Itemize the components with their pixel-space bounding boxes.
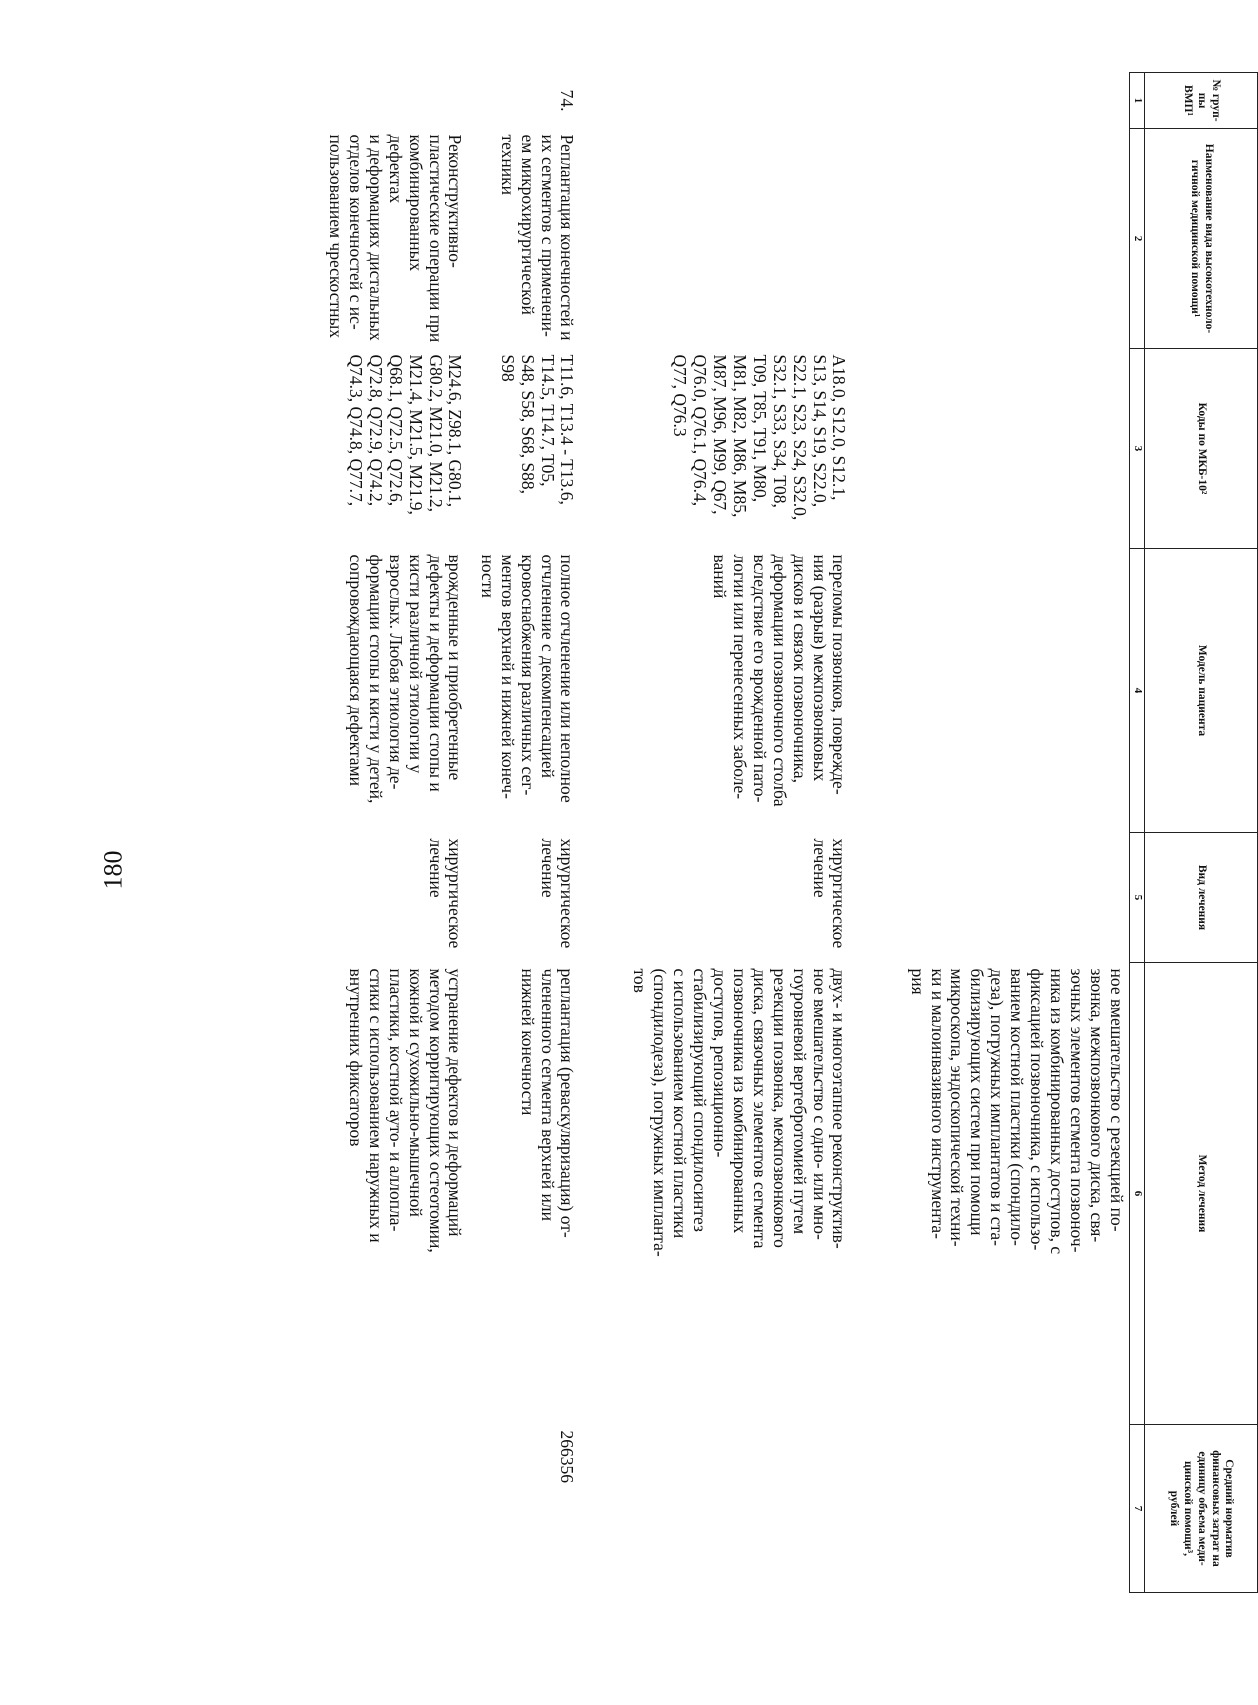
header-vmp-name: Наименование вида высокотехноло- гичной медицинской помощи¹ xyxy=(1145,129,1258,349)
column-number: 2 xyxy=(1130,129,1145,349)
table-header-row xyxy=(1145,73,1258,1593)
column-number: 7 xyxy=(1130,1425,1145,1593)
cell-vmp-name: Реконструктивно- пластические операции при комбинированных дефектах и деформациях дистальных отделов конечностей с ис- пользованием чрескостных xyxy=(325,134,466,343)
cell-patient-model: полное отчленение или неполное отчленение с декомпенсацией кровоснабжения различных сег- ментов верхней и нижней конеч- ности xyxy=(477,554,578,803)
cell-treatment-method: ное вмешательство с резекцией по- звонка, межпозвонкового диска, свя- зочных элементов сегмента позвоноч- ника из комбинированных доступов, с фиксацией позвоночника, с использо- ванием костной пластики (спондило- деза), погружных имплантатов и ста- билизирующих систем при помощи микроскопа, эндоскопической техни- ки и малоинвазивного инструмента- рия xyxy=(907,968,1127,1255)
cell-icd-codes: A18.0, S12.0, S12.1, S13, S14, S19, S22.0, S22.1, S23, S24, S32.0, S32.1, S33, S34, T08, T09, T85, T91, M80, M81, M82, M86, M85, M87, M96, M99, Q67, Q76.0, Q76.1, Q76.4, Q77, Q76.3 xyxy=(670,354,850,521)
table-row xyxy=(468,73,580,1593)
cell-treatment-method: двух- и многоэтапное реконструктив- ное вмешательство с одно- или мно- гоуровневой вертебротомией путем резекции позвонка, межпозвонкового диска, связочных элементов сегмента позвоночника из комбинированных доступов, репозиционно- стабилизирующий спондилосинтез с использованием костной пластики (спондилодеза), погружных импланта- тов xyxy=(630,968,850,1257)
table-row xyxy=(322,73,468,1593)
column-number: 5 xyxy=(1130,833,1145,963)
header-treatment-kind: Вид лечения xyxy=(1145,833,1258,963)
cell-cost-norm: 266356 xyxy=(557,1430,578,1483)
header-group-number: № груп- пы ВМП¹ xyxy=(1145,73,1258,129)
table-row xyxy=(852,73,1130,1593)
cell-treatment-kind xyxy=(852,833,1130,963)
column-number: 4 xyxy=(1130,549,1145,833)
cell-treatment-kind: хирургическое лечение xyxy=(537,838,578,949)
cell-group-number xyxy=(580,73,852,129)
cell-icd-codes xyxy=(852,349,1130,549)
cell-treatment-kind: хирургическое лечение xyxy=(809,838,850,949)
vmp-table xyxy=(322,72,1258,1593)
header-icd-codes: Коды по МКБ-10² xyxy=(1145,349,1258,549)
cell-vmp-name xyxy=(852,129,1130,349)
cell-group-number xyxy=(852,73,1130,129)
page-number xyxy=(95,840,131,900)
cell-treatment-method: устранение дефектов и деформаций методом корригирующих остеотомии, кожной и сухожильно-мышечной пластики, костной ауто- и аллопла- стики с использованием наружных и внутренних фиксаторов xyxy=(345,968,466,1253)
cell-group-number: 74. xyxy=(557,89,578,112)
column-number: 6 xyxy=(1130,963,1145,1425)
column-number: 3 xyxy=(1130,349,1145,549)
rotated-table-container xyxy=(148,72,1258,1592)
header-patient-model: Модель пациента xyxy=(1145,549,1258,833)
cell-patient-model xyxy=(852,549,1130,833)
page-number-text: 180 xyxy=(98,850,127,890)
cell-patient-model: переломы позвонков, поврежде- ния (разрыв) межпозвонковых дисков и связок позвоночника, деформации позвоночного столба вследствие его врожденной пато- логии или перенесенных заболе- ваний xyxy=(709,554,850,807)
table-column-numbers-row xyxy=(1130,73,1145,1593)
cell-vmp-name: Реплантация конечностей и их сегментов с применени- ем микрохирургической техники xyxy=(497,134,578,341)
cell-treatment-kind: хирургическое лечение xyxy=(425,838,466,949)
cell-cost-norm xyxy=(580,1425,852,1593)
column-number: 1 xyxy=(1130,73,1145,129)
header-cost-norm: Средний норматив финансовых затрат на единицу объема меди- цинской помощи³, рублей xyxy=(1145,1425,1258,1593)
cell-treatment-method: реплантация (реваскуляризация) от- члененного сегмента верхней или нижней конечности xyxy=(517,968,578,1238)
cell-vmp-name xyxy=(580,129,852,349)
cell-patient-model: врожденные и приобретенные дефекты и деформации стопы и кисти различной этиологии у взрослых. Любая этиология де- формации стопы и кисти у детей, сопровождающаяся дефектами xyxy=(345,554,466,804)
cell-icd-codes: T11.6, T13.4 - T13.6, T14.5, T14.7, T05, S48, S58, S68, S88, S98 xyxy=(497,354,578,505)
header-treatment-method: Метод лечения xyxy=(1145,963,1258,1425)
cell-cost-norm xyxy=(322,1425,468,1593)
cell-group-number xyxy=(322,73,468,129)
table-row xyxy=(580,73,852,1593)
cell-cost-norm xyxy=(852,1425,1130,1593)
cell-icd-codes: M24.6, Z98.1, G80.1, G80.2, M21.0, M21.2, M21.4, M21.5, M21.9, Q68.1, Q72.5, Q72.6, Q72.8, Q72.9, Q74.2, Q74.3, Q74.8, Q77.7, xyxy=(345,354,466,515)
